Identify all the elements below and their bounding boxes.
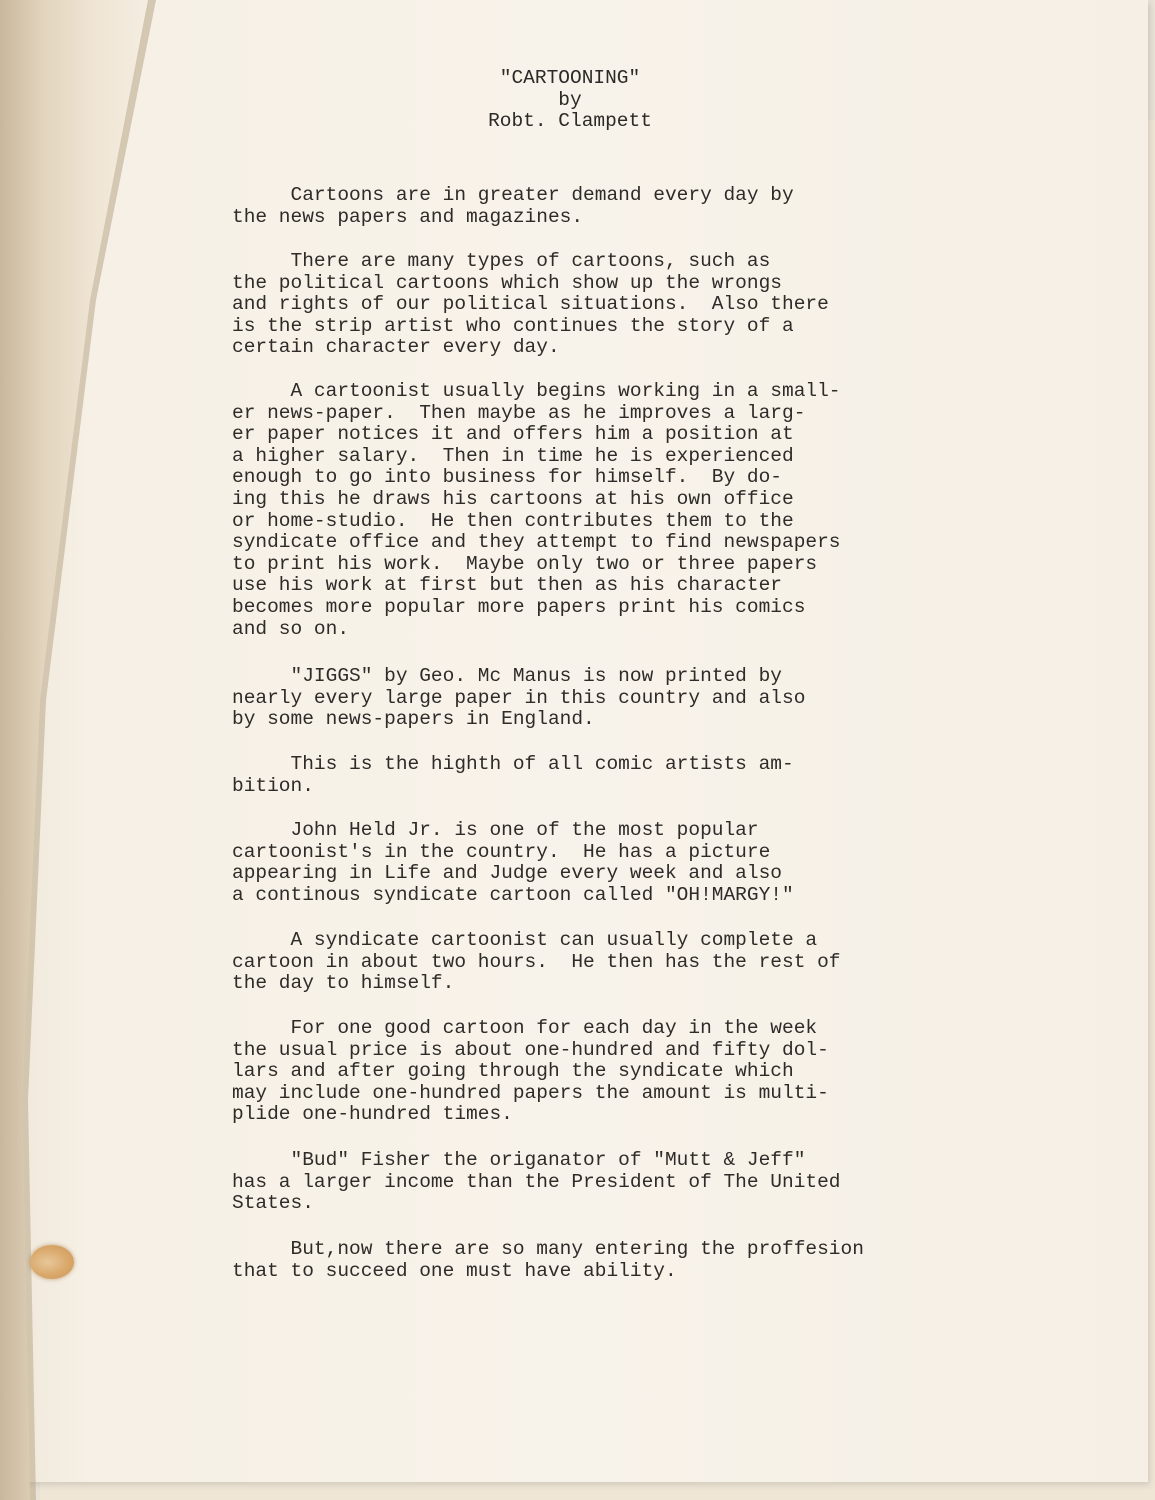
author-name: Robt. Clampett [488, 110, 652, 133]
punch-hole [30, 1245, 74, 1279]
byline-by: by [558, 88, 582, 111]
text-line: the political cartoons which show up the wrongs [232, 271, 782, 294]
text-line: But,now there are so many entering the proffesion [232, 1238, 864, 1260]
text-line: ing this he draws his cartoons at his own office [232, 487, 794, 510]
text-line: John Held Jr. is one of the most popular [232, 819, 759, 841]
text-line: a continous syndicate cartoon called "OH!MARGY!" [232, 883, 794, 906]
paragraph-8 [232, 1018, 829, 1126]
text-line: nearly every large paper in this country and also [232, 686, 806, 709]
text-line: er paper notices it and offers him a position at [232, 423, 794, 446]
title-block [420, 68, 720, 133]
paragraph-5 [232, 754, 794, 797]
paragraph-9 [232, 1150, 841, 1215]
text-line: cartoonist's in the country. He has a picture [232, 840, 771, 863]
text-line: States. [232, 1192, 314, 1215]
text-line: cartoon in about two hours. He then has the rest of [232, 950, 841, 973]
text-line: appearing in Life and Judge every week and also [232, 862, 782, 885]
document-title: "CARTOONING" [499, 67, 641, 89]
text-line: has a larger income than the President of The United [232, 1170, 841, 1193]
text-line: the news papers and magazines. [232, 205, 584, 228]
paragraph-6 [232, 820, 794, 906]
paragraph-4 [232, 666, 805, 731]
text-line: or home-studio. He then contributes them to the [232, 509, 794, 532]
text-line: that to succeed one must have ability. [232, 1259, 677, 1282]
text-line: certain character every day. [232, 336, 560, 359]
text-line: the day to himself. [232, 972, 455, 995]
text-line: There are many types of cartoons, such as [232, 250, 771, 272]
text-line: A cartoonist usually begins working in a small- [232, 380, 841, 402]
text-line: may include one-hundred papers the amount is multi- [232, 1081, 829, 1104]
text-line: enough to go into business for himself. By do- [232, 466, 782, 489]
text-line: For one good cartoon for each day in the week [232, 1017, 818, 1039]
paragraph-1 [232, 185, 794, 228]
paragraph-7 [232, 930, 841, 995]
text-line: Cartoons are in greater demand every day by [232, 184, 794, 206]
text-line: a higher salary. Then in time he is experienced [232, 444, 794, 467]
text-line: use his work at first but then as his character [232, 574, 782, 597]
text-line: bition. [232, 774, 314, 797]
text-line: to print his work. Maybe only two or three papers [232, 552, 818, 575]
text-line: lars and after going through the syndicate which [232, 1060, 794, 1083]
paragraph-2 [232, 251, 829, 359]
paragraph-3 [232, 381, 841, 640]
text-line: the usual price is about one-hundred and fifty dol- [232, 1038, 829, 1061]
text-line: and rights of our political situations. Also there [232, 293, 829, 316]
text-line: by some news-papers in England. [232, 708, 595, 731]
text-line: This is the highth of all comic artists am- [232, 753, 794, 775]
text-line: plide one-hundred times. [232, 1103, 513, 1126]
text-line: is the strip artist who continues the story of a [232, 314, 794, 337]
text-line: er news-paper. Then maybe as he improves a larg- [232, 401, 806, 424]
text-line: and so on. [232, 617, 350, 640]
text-line: syndicate office and they attempt to find newspapers [232, 531, 841, 554]
text-line: "JIGGS" by Geo. Mc Manus is now printed by [232, 665, 782, 687]
text-line: "Bud" Fisher the origanator of "Mutt & Jeff" [232, 1149, 806, 1171]
text-line: becomes more popular more papers print his comics [232, 595, 806, 618]
paragraph-10 [232, 1239, 864, 1282]
text-line: A syndicate cartoonist can usually complete a [232, 929, 818, 951]
